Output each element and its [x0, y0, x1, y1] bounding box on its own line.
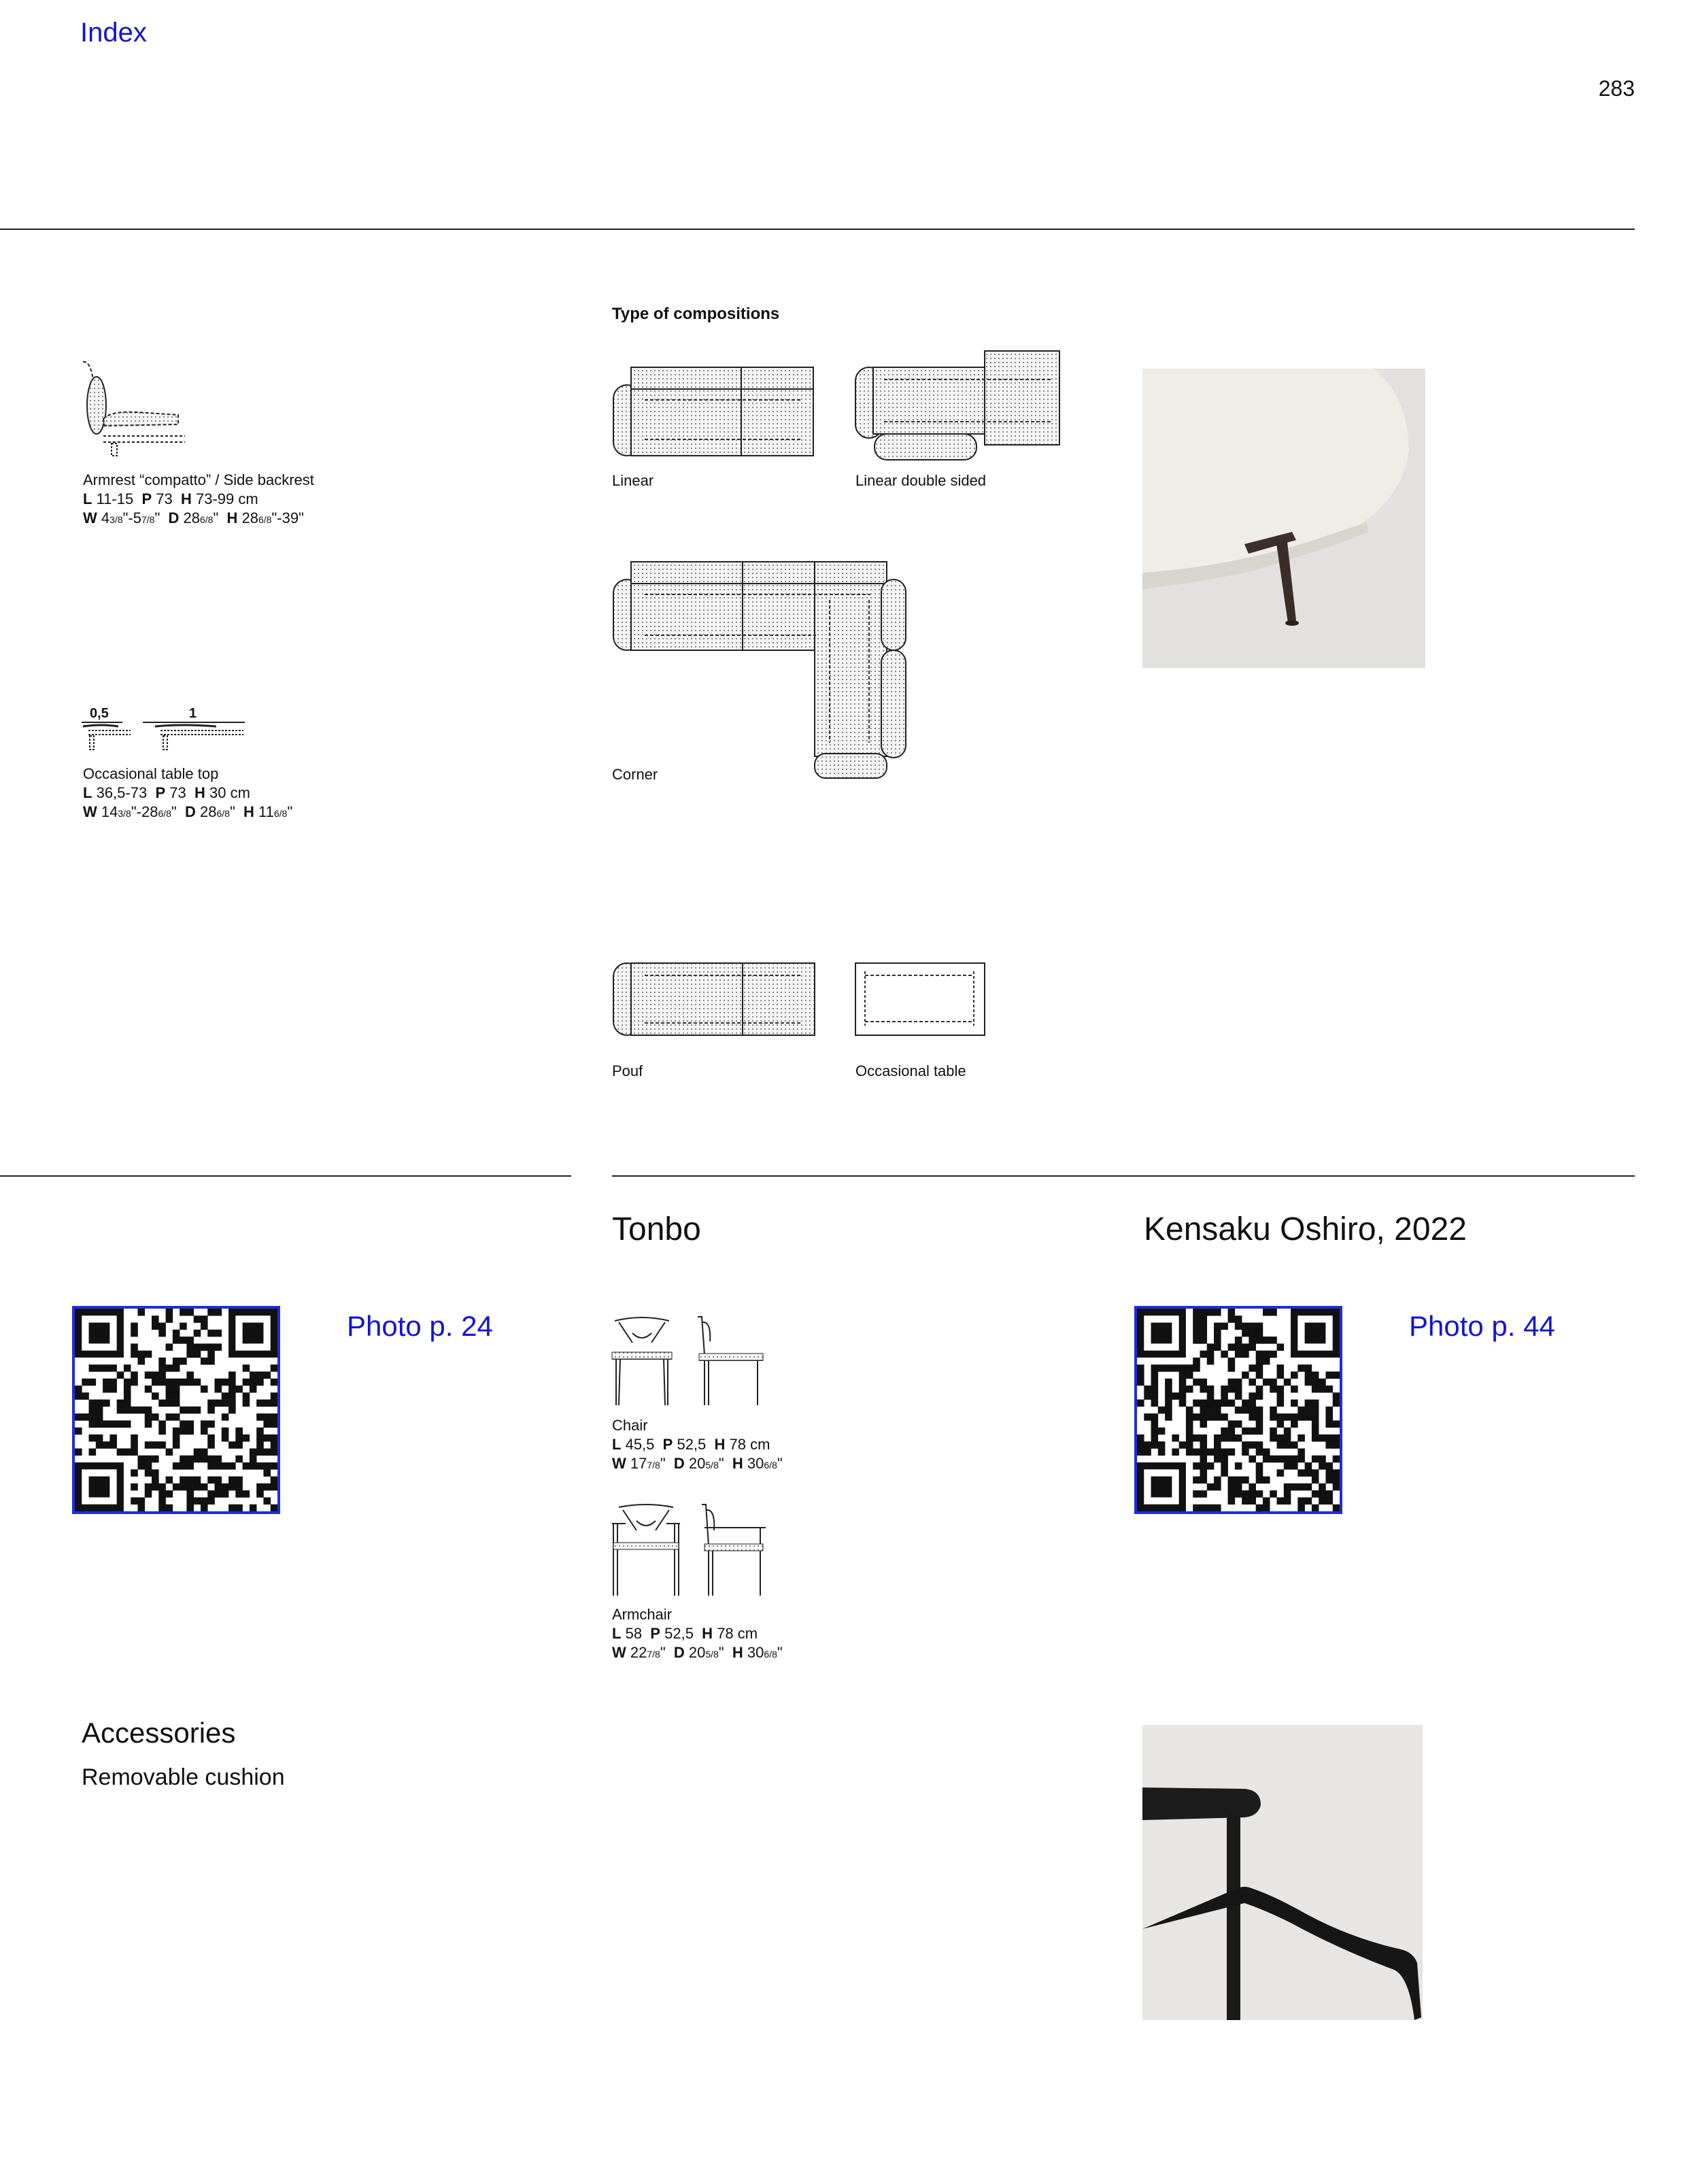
- sofa-detail-photo: [1142, 369, 1425, 668]
- armchair-drawings: [609, 1503, 772, 1600]
- armrest-spec: [83, 471, 559, 529]
- occasional-table-drawing: [854, 962, 987, 1038]
- linear-composition-drawing: [612, 365, 816, 460]
- top-rule: [0, 229, 1635, 230]
- corner-caption: Corner: [612, 766, 658, 783]
- page-number: 283: [1598, 76, 1635, 101]
- sofa-detail-image: [1142, 369, 1425, 668]
- occasional-table-caption: Occasional table: [855, 1062, 966, 1079]
- corner-composition-drawing: [612, 559, 911, 784]
- mid-rule-left: [0, 1175, 571, 1177]
- qr-code-left[interactable]: [72, 1306, 280, 1514]
- linear-caption: Linear: [612, 472, 654, 489]
- chair-drawings: [609, 1314, 772, 1409]
- pouf-caption: Pouf: [612, 1062, 643, 1079]
- armchair-cm: L 58 P 52,5 H 78 cm: [612, 1625, 758, 1642]
- armchair-inches: W 227/8" D 205/8" H 306/8": [612, 1644, 783, 1661]
- chair-cm: L 45,5 P 52,5 H 78 cm: [612, 1436, 770, 1453]
- armchair-title: Armchair: [612, 1606, 673, 1623]
- mid-rule-right: [612, 1175, 1635, 1177]
- linear-double-sided-drawing: [854, 348, 1065, 464]
- table-top-drawings: [80, 721, 250, 754]
- armchair-detail-photo: [1142, 1725, 1423, 2020]
- accessories-heading: Accessories: [82, 1717, 236, 1749]
- armrest-title: Armrest “compatto” / Side backrest: [83, 471, 314, 488]
- chair-title: Chair: [612, 1417, 648, 1434]
- accessories-item: Removable cushion: [82, 1764, 285, 1790]
- designer-name: Kensaku Oshiro, 2022: [1144, 1211, 1467, 1247]
- product-name: Tonbo: [612, 1211, 701, 1247]
- qr-code-right[interactable]: [1134, 1306, 1342, 1514]
- chair-inches: W 177/8" D 205/8" H 306/8": [612, 1455, 783, 1472]
- armchair-spec: [612, 1605, 1088, 1664]
- compositions-heading: Type of compositions: [612, 305, 780, 323]
- table-top-cm: L 36,5-73 P 73 H 30 cm: [83, 784, 250, 801]
- armchair-detail-image: [1142, 1725, 1423, 2020]
- photo-link-left[interactable]: Photo p. 24: [347, 1310, 493, 1342]
- armrest-cm: L 11-15 P 73 H 73-99 cm: [83, 490, 258, 507]
- qr-code-right-pattern: [1137, 1309, 1340, 1511]
- table-top-spec: [83, 765, 559, 823]
- armrest-side-backrest-drawing: [76, 358, 192, 460]
- table-top-size-label-1: 1: [189, 706, 197, 721]
- chair-spec: [612, 1416, 1088, 1475]
- qr-code-left-pattern: [75, 1309, 277, 1511]
- photo-link-right[interactable]: Photo p. 44: [1409, 1310, 1555, 1342]
- table-top-title: Occasional table top: [83, 765, 219, 782]
- table-top-inches: W 143/8"-286/8" D 286/8" H 116/8": [83, 803, 293, 820]
- linear-double-sided-caption: Linear double sided: [855, 472, 987, 489]
- index-link[interactable]: Index: [80, 18, 147, 48]
- armrest-inches: W 43/8"-57/8" D 286/8" H 286/8"-39": [83, 509, 304, 526]
- pouf-composition-drawing: [612, 962, 816, 1038]
- table-top-size-label-0: 0,5: [90, 706, 109, 721]
